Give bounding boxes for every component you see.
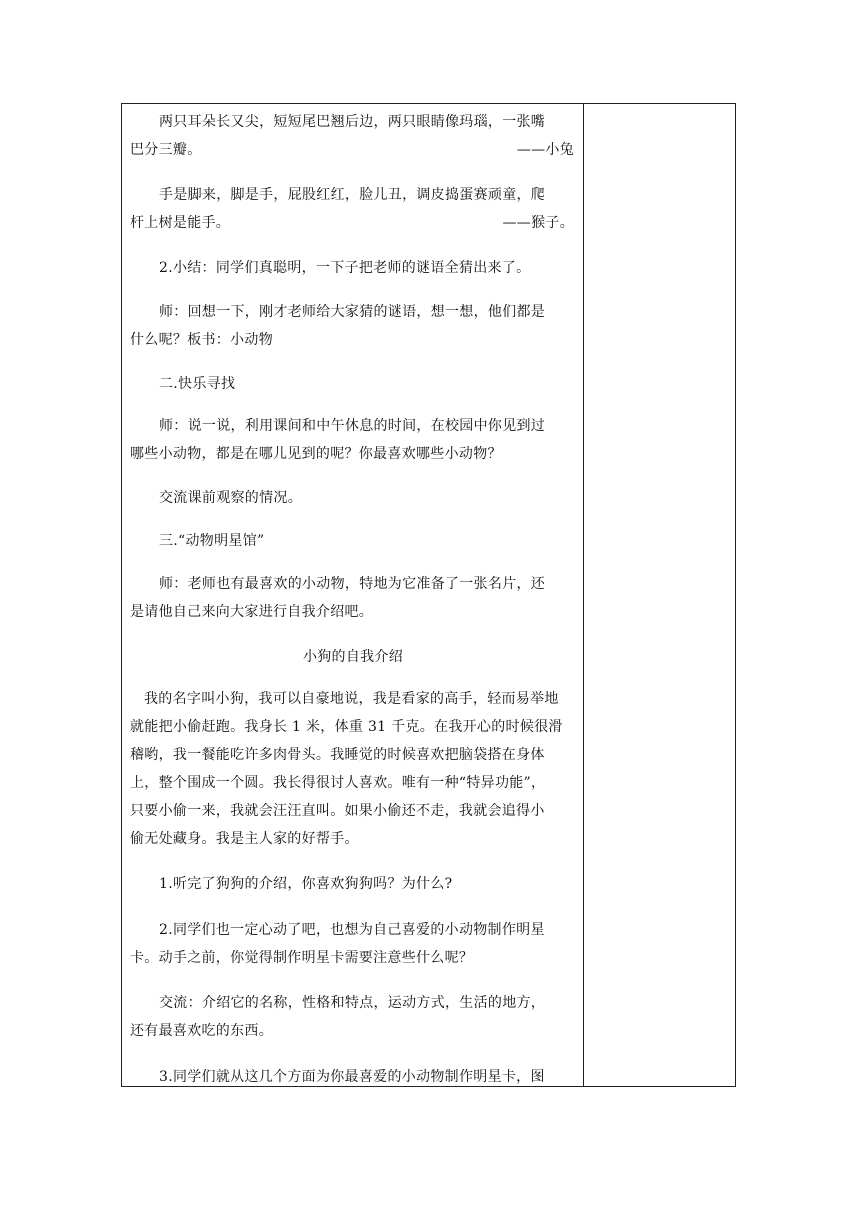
question-3-line1: 3.同学们就从这几个方面为你最喜爱的小动物制作明星卡，图 (159, 1069, 545, 1085)
intro-title: 小狗的自我介绍 (302, 649, 404, 665)
riddle-monkey-line1: 手是脚来，脚是手，屁股红红，脸儿丑，调皮捣蛋赛顽童，爬 (159, 187, 546, 203)
exchange-line2: 还有最喜欢吃的东西。 (130, 1023, 273, 1039)
riddle-monkey-answer: ——猴子。 (502, 215, 574, 231)
intro-line: 就能把小偷赶跑。我身长 1 米，体重 31 千克。在我开心的时候很滑 (130, 719, 563, 735)
notes-column (584, 104, 735, 1086)
section2-heading: 二.快乐寻找 (159, 376, 236, 392)
teacher-recall-line2: 什么呢？板书：小动物 (130, 332, 273, 348)
summary-line: 2.小结：同学们真聪明，一下子把老师的谜语全猜出来了。 (159, 260, 531, 276)
question-2-line2: 卡。动手之前，你觉得制作明星卡需要注意些什么呢？ (130, 950, 474, 966)
riddle-monkey-line2 (130, 209, 576, 237)
section2-prompt-line1: 师：说一说，利用课间和中午休息的时间，在校园中你见到过 (159, 418, 546, 434)
intro-line: 稽哟，我一餐能吃许多肉骨头。我睡觉的时候喜欢把脑袋搭在身体 (130, 747, 545, 763)
intro-line: 我的名字叫小狗，我可以自豪地说，我是看家的高手，轻而易举地 (144, 691, 559, 707)
riddle-rabbit-text: 巴分三瓣。 (130, 142, 202, 158)
section3-prompt-line2: 是请他自己来向大家进行自我介绍吧。 (130, 604, 374, 620)
section2-exchange: 交流课前观察的情况。 (159, 490, 302, 506)
riddle-rabbit-answer: ——小兔 (516, 142, 574, 158)
intro-line: 上，整个围成一个圆。我长得很讨人喜欢。唯有一种“特异功能”， (130, 775, 546, 791)
section3-prompt-line1: 师：老师也有最喜欢的小动物，特地为它准备了一张名片，还 (159, 576, 546, 592)
intro-line: 偷无处藏身。我是主人家的好帮手。 (130, 831, 359, 847)
riddle-monkey-text: 杆上树是能手。 (130, 215, 231, 231)
teacher-recall-line1: 师：回想一下，刚才老师给大家猜的谜语，想一想，他们都是 (159, 304, 546, 320)
riddle-rabbit-line2 (130, 136, 576, 164)
question-2-line1: 2.同学们也一定心动了吧，也想为自己喜爱的小动物制作明星 (159, 922, 545, 938)
question-1: 1.听完了狗狗的介绍，你喜欢狗狗吗？为什么? (159, 876, 453, 892)
exchange-line1: 交流：介绍它的名称，性格和特点，运动方式，生活的地方， (159, 995, 546, 1011)
section3-heading: 三.“动物明星馆” (159, 533, 265, 549)
section2-prompt-line2: 哪些小动物，都是在哪儿见到的呢？你最喜欢哪些小动物？ (130, 446, 502, 462)
intro-line: 只要小偷一来，我就会汪汪直叫。如果小偷还不走，我就会追得小 (130, 803, 545, 819)
riddle-rabbit-line1: 两只耳朵长又尖，短短尾巴翘后边，两只眼睛像玛瑙，一张嘴 (159, 114, 546, 130)
